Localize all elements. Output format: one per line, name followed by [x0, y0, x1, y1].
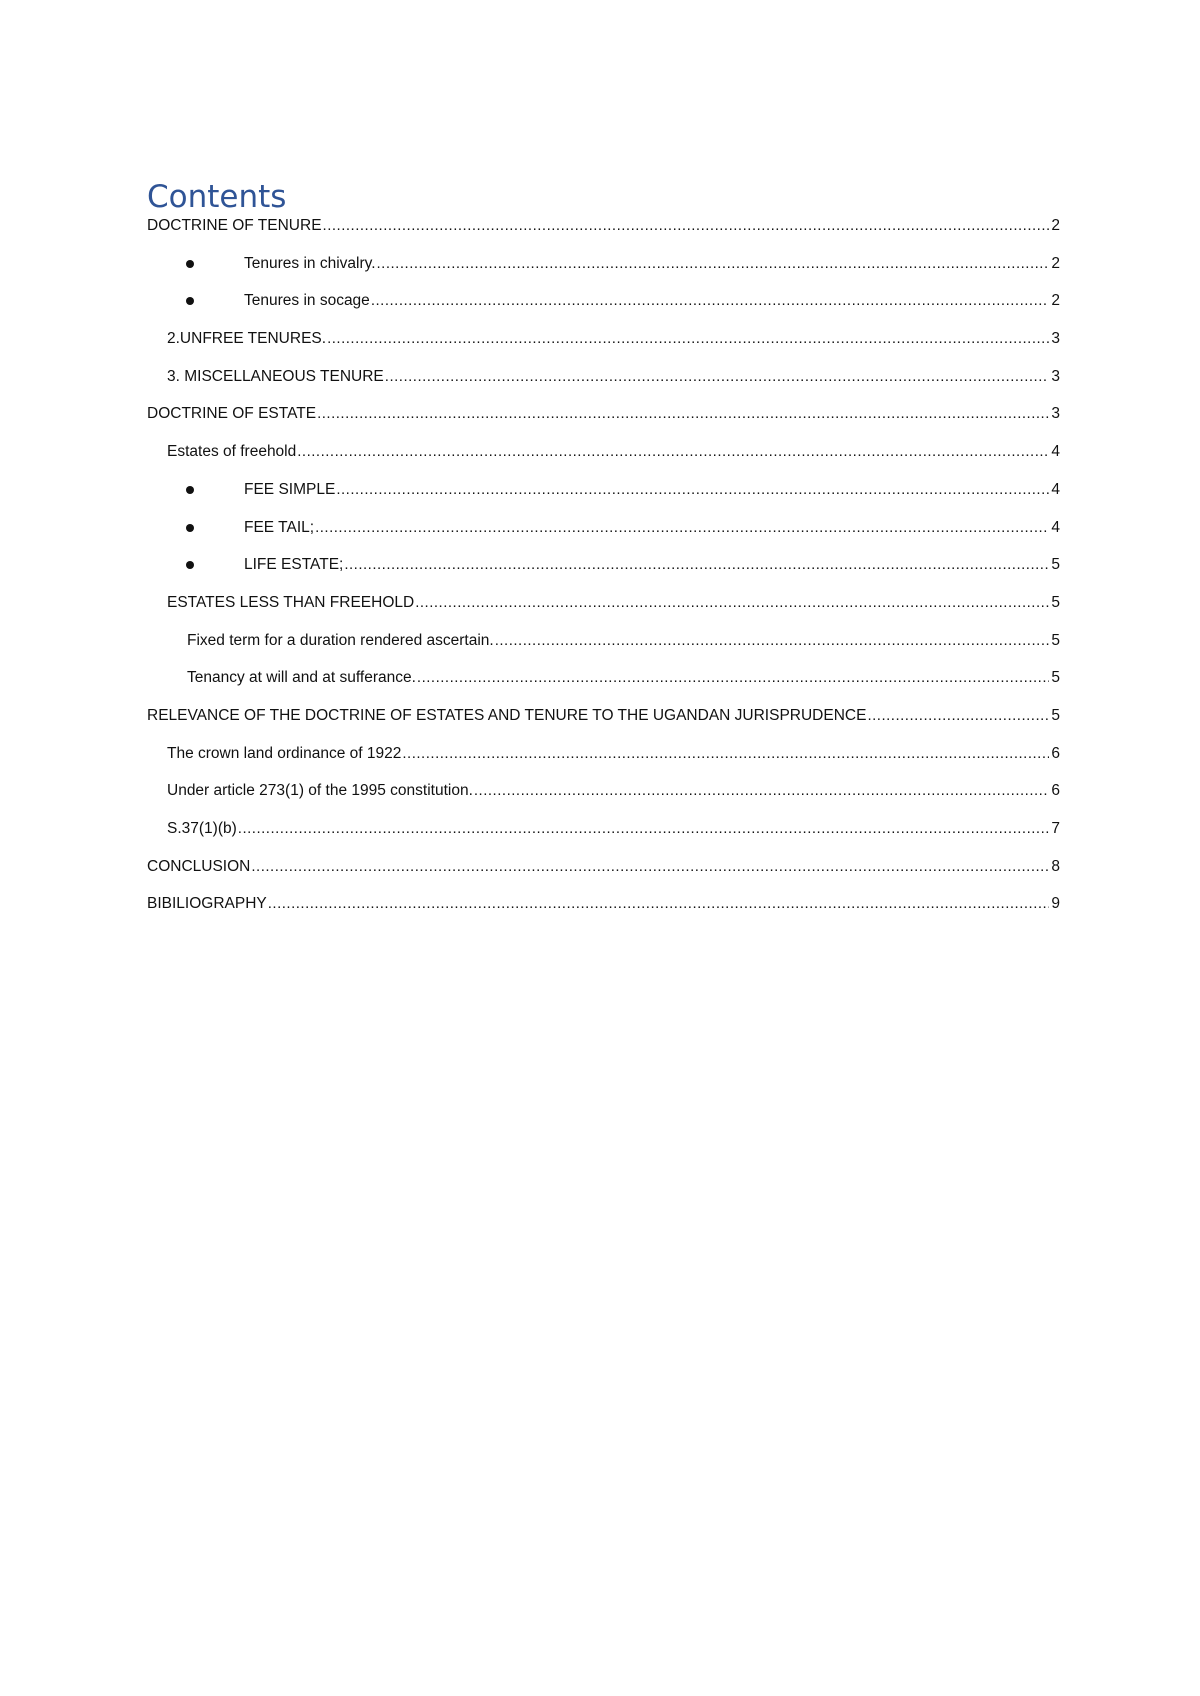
- dot-leader: [385, 367, 1049, 387]
- toc-entry[interactable]: [147, 424, 1060, 462]
- dot-leader: [317, 404, 1049, 424]
- toc-entry-label[interactable]: DOCTRINE OF ESTATE: [147, 405, 317, 423]
- toc-heading: Contents: [147, 179, 287, 215]
- toc-entry-page-number: 4: [1051, 518, 1060, 536]
- dot-leader: [417, 668, 1049, 688]
- toc-entry[interactable]: [147, 462, 1060, 500]
- dot-leader: [867, 706, 1049, 726]
- bullet-icon: [186, 524, 194, 532]
- toc-entry[interactable]: [147, 311, 1060, 349]
- dot-leader: [344, 555, 1049, 575]
- toc-entry-page-number: 7: [1051, 820, 1060, 837]
- bullet-icon: [186, 486, 194, 494]
- toc-entry-label[interactable]: Tenancy at will and at sufferance.: [187, 669, 416, 687]
- toc-entry-page-number: 5: [1051, 669, 1060, 687]
- toc-entry-label[interactable]: Under article 273(1) of the 1995 constitution.: [167, 782, 473, 800]
- toc-entry[interactable]: [147, 877, 1060, 915]
- toc-entry[interactable]: [147, 839, 1060, 877]
- dot-leader: [495, 631, 1049, 651]
- toc-entry[interactable]: [147, 613, 1060, 651]
- toc-entry[interactable]: [147, 651, 1060, 689]
- toc-entry-label[interactable]: RELEVANCE OF THE DOCTRINE OF ESTATES AND TENURE TO THE UGANDAN JURISPRUDENCE: [147, 706, 867, 724]
- toc-entry-page-number: 8: [1051, 857, 1060, 875]
- dot-leader: [336, 480, 1049, 500]
- dot-leader: [371, 291, 1049, 311]
- toc-entry-page-number: 3: [1051, 405, 1060, 423]
- toc-entry-page-number: 5: [1051, 631, 1060, 649]
- toc-entry-page-number: 2: [1051, 254, 1060, 272]
- bullet-icon: [186, 297, 194, 305]
- toc-entry-page-number: 5: [1051, 593, 1060, 611]
- toc-entry[interactable]: [147, 500, 1060, 538]
- toc-entry-label[interactable]: CONCLUSION: [147, 857, 251, 875]
- toc-entry-page-number: 2: [1051, 217, 1060, 234]
- toc-entry-page-number: 3: [1051, 330, 1060, 348]
- dot-leader: [415, 593, 1049, 613]
- bullet-icon: [186, 561, 194, 569]
- toc-entry-page-number: 2: [1051, 292, 1060, 310]
- dot-leader: [474, 781, 1049, 801]
- dot-leader: [297, 442, 1049, 462]
- toc-entry[interactable]: [147, 726, 1060, 764]
- dot-leader: [315, 518, 1049, 538]
- toc-entry-page-number: 9: [1051, 895, 1060, 913]
- dot-leader: [402, 744, 1049, 764]
- toc-entry-label[interactable]: Fixed term for a duration rendered ascertain.: [187, 631, 494, 649]
- toc-entry-page-number: 6: [1051, 744, 1060, 762]
- toc-entry[interactable]: [147, 387, 1060, 425]
- toc-entry[interactable]: [147, 218, 1060, 236]
- toc-entry[interactable]: [147, 764, 1060, 802]
- toc-entry[interactable]: [147, 801, 1060, 839]
- toc-entry-page-number: 4: [1051, 443, 1060, 461]
- toc-entry-label[interactable]: 2.UNFREE TENURES.: [167, 330, 327, 348]
- dot-leader: [251, 857, 1049, 877]
- toc-entry-label[interactable]: LIFE ESTATE;: [244, 556, 344, 574]
- toc-entry[interactable]: [147, 349, 1060, 387]
- toc-entry-list: [147, 218, 1060, 914]
- dot-leader: [268, 894, 1049, 914]
- toc-entry-label[interactable]: BIBILIOGRAPHY: [147, 895, 267, 913]
- toc-entry-label[interactable]: Tenures in socage: [244, 292, 370, 310]
- table-of-contents: [147, 178, 1060, 914]
- toc-entry-label[interactable]: S.37(1)(b): [167, 820, 237, 837]
- toc-entry-page-number: 5: [1051, 706, 1060, 724]
- toc-entry[interactable]: [147, 274, 1060, 312]
- dot-leader: [377, 254, 1049, 274]
- bullet-icon: [186, 260, 194, 268]
- toc-entry[interactable]: [147, 236, 1060, 274]
- toc-entry-label[interactable]: The crown land ordinance of 1922: [167, 744, 402, 762]
- toc-entry-label[interactable]: FEE TAIL;: [244, 518, 315, 536]
- toc-entry-page-number: 5: [1051, 556, 1060, 574]
- dot-leader: [238, 819, 1049, 839]
- toc-entry-label[interactable]: Tenures in chivalry.: [244, 254, 376, 272]
- toc-entry-page-number: 6: [1051, 782, 1060, 800]
- toc-entry[interactable]: [147, 575, 1060, 613]
- toc-entry-label[interactable]: Estates of freehold: [167, 443, 297, 461]
- dot-leader: [323, 216, 1049, 236]
- toc-entry[interactable]: [147, 538, 1060, 576]
- toc-entry-label[interactable]: 3. MISCELLANEOUS TENURE: [167, 367, 384, 385]
- toc-entry[interactable]: [147, 688, 1060, 726]
- toc-entry-label[interactable]: ESTATES LESS THAN FREEHOLD: [167, 593, 415, 611]
- toc-entry-page-number: 3: [1051, 367, 1060, 385]
- dot-leader: [327, 329, 1049, 349]
- toc-entry-page-number: 4: [1051, 480, 1060, 498]
- toc-entry-label[interactable]: DOCTRINE OF TENURE: [147, 217, 322, 234]
- toc-entry-label[interactable]: FEE SIMPLE: [244, 480, 336, 498]
